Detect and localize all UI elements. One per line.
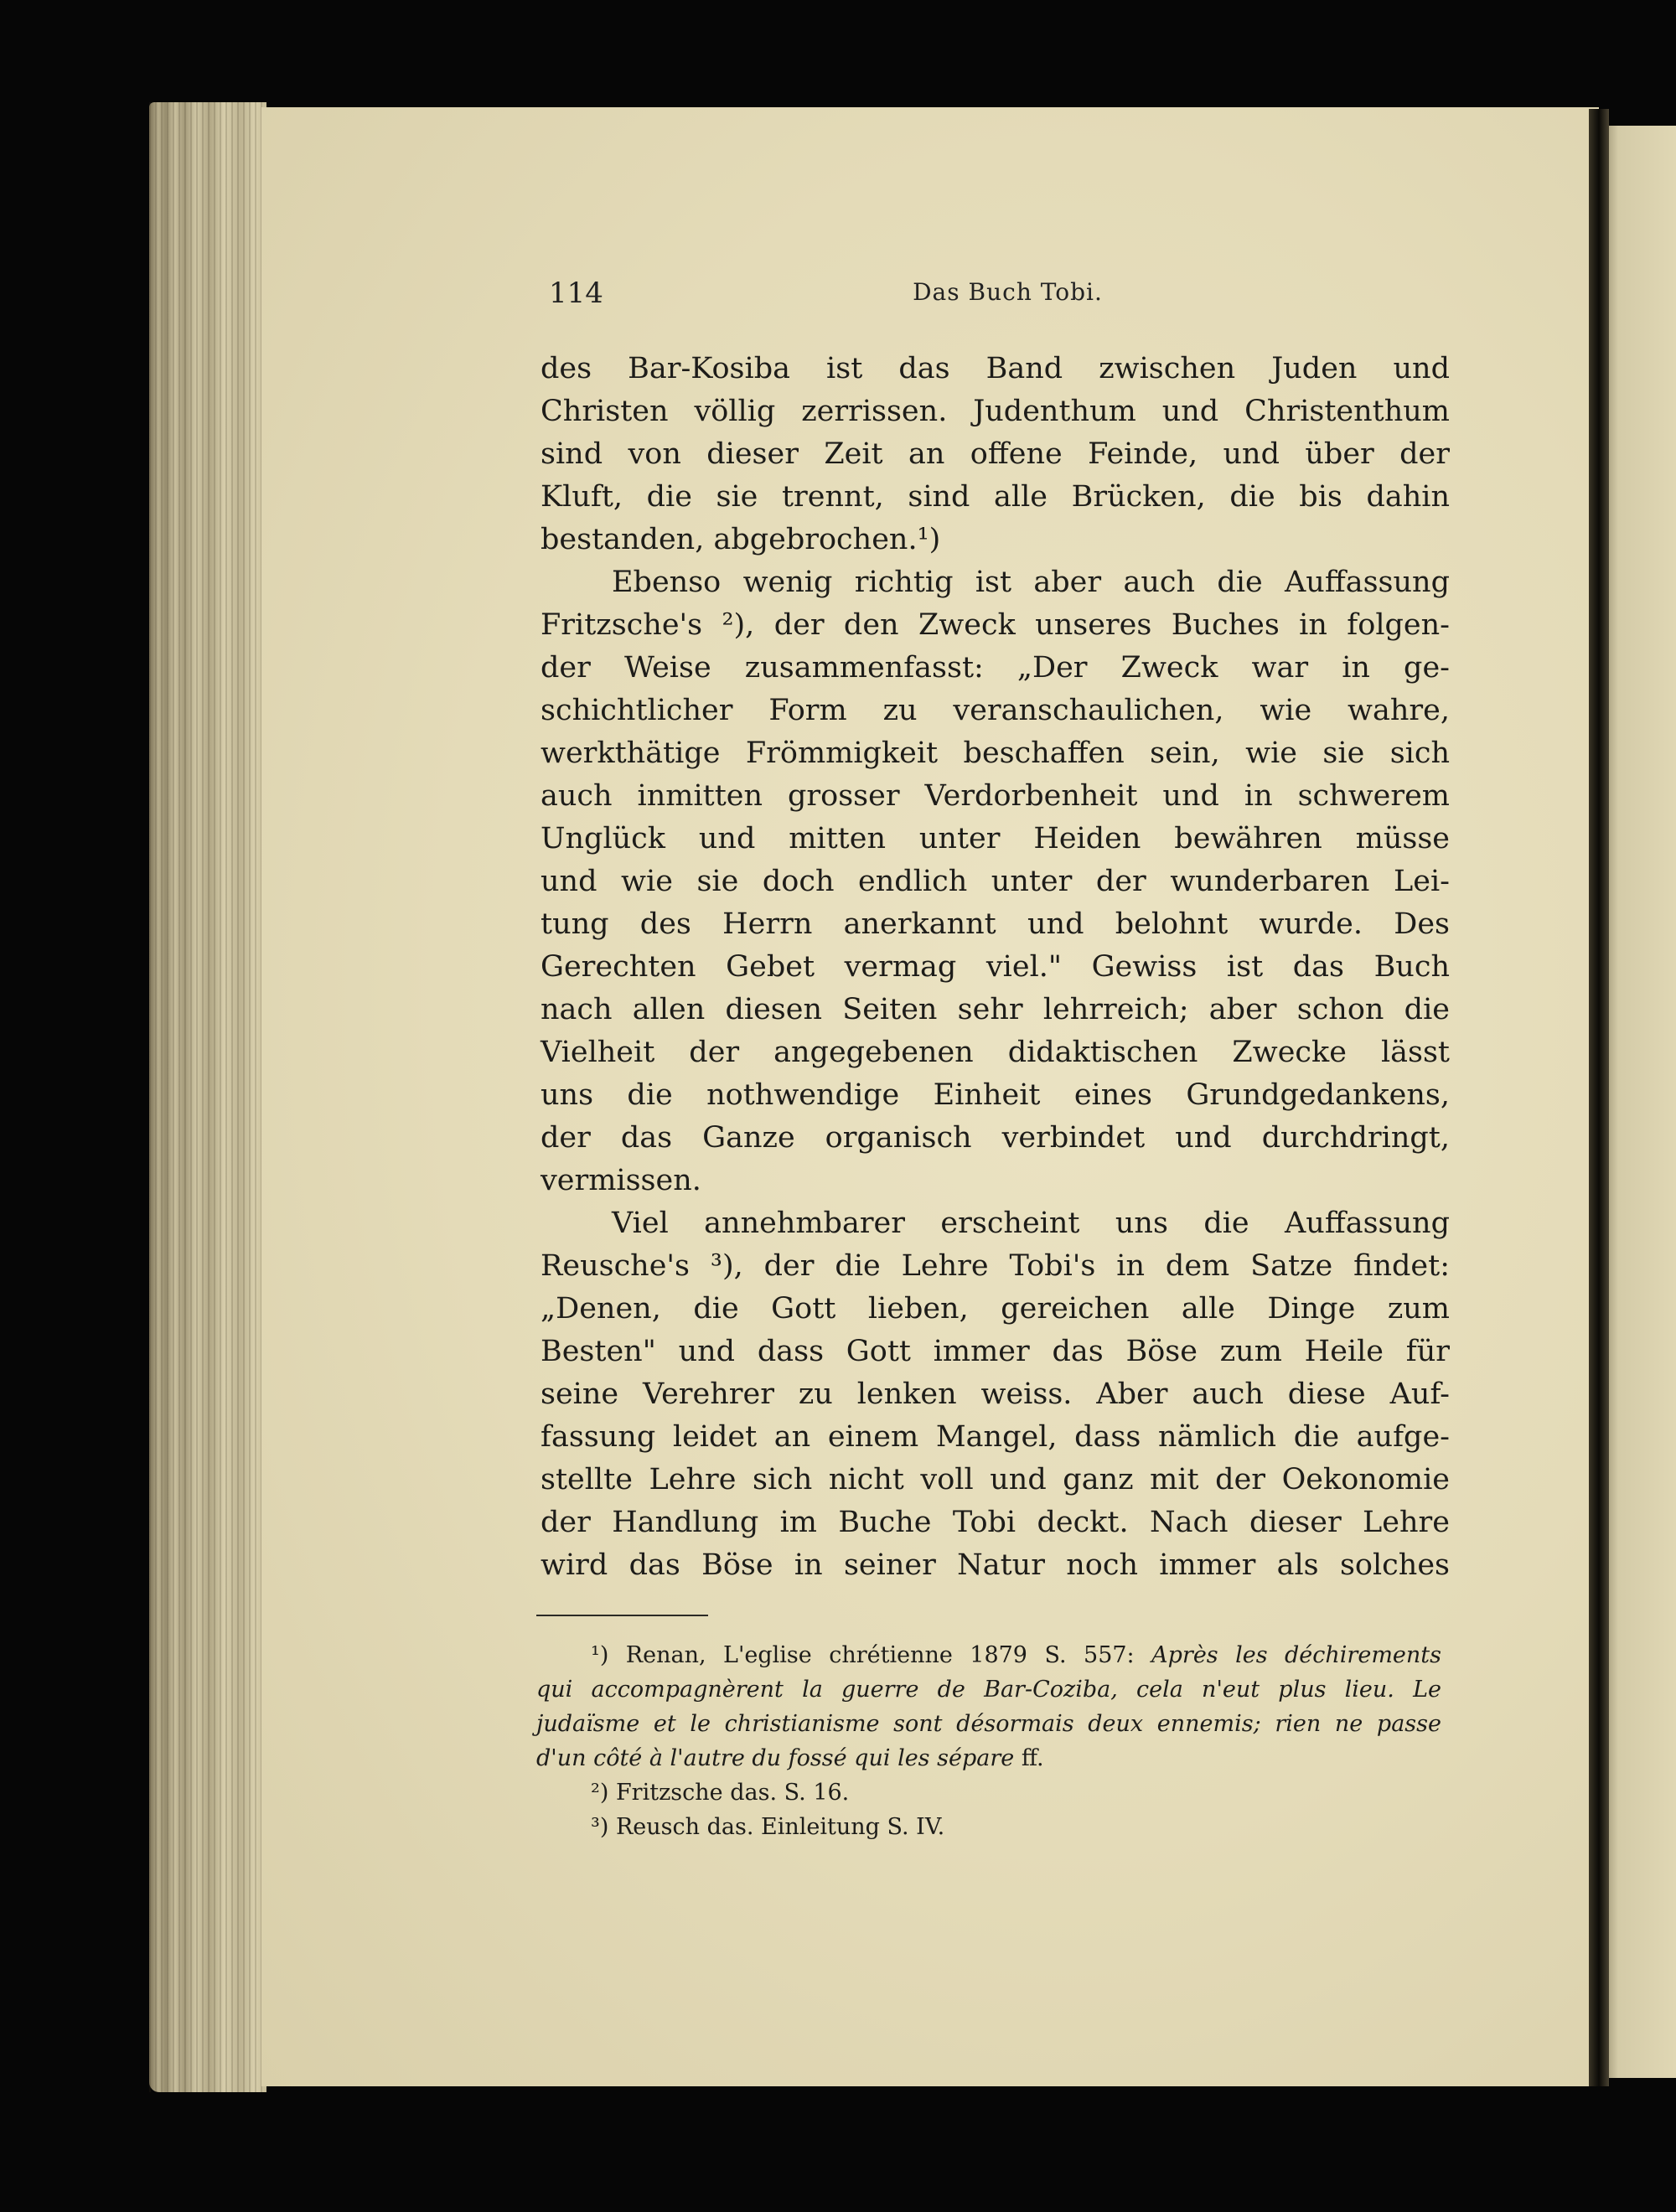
running-head (549, 276, 1466, 318)
footnote-1-line: judaïsme et le christianisme sont désormais deux ennemis; rien ne passe (536, 1711, 1441, 1737)
footnote-1 (536, 1638, 1441, 1672)
text-line: nach allen diesen Seiten sehr lehrreich; aber schon die (541, 993, 1450, 1026)
text-line: auch inmitten grosser Verdorbenheit und in schwerem (541, 779, 1450, 813)
text-line: uns die nothwendige Einheit eines Grundgedankens, (541, 1078, 1450, 1112)
text-line: fassung leidet an einem Mangel, dass nämlich die aufge- (541, 1420, 1450, 1454)
text-line: des Bar-Kosiba ist das Band zwischen Juden und (541, 352, 1450, 385)
text-line: bestanden, abgebrochen.¹) (541, 523, 941, 556)
text-line: der das Ganze organisch verbindet und durchdringt, (541, 1121, 1450, 1155)
text-line: seine Verehrer zu lenken weiss. Aber auch diese Auf- (541, 1377, 1450, 1411)
page-number: 114 (549, 276, 603, 310)
text-line: tung des Herrn anerkannt und belohnt wurde. Des (541, 907, 1450, 941)
text-line: Gerechten Gebet vermag viel." Gewiss ist das Buch (541, 950, 1450, 984)
text-line: Fritzsche's ²), der den Zweck unseres Buches in folgen- (541, 608, 1450, 642)
text-line: Unglück und mitten unter Heiden bewähren müsse (541, 822, 1450, 855)
text-line: Vielheit der angegebenen didaktischen Zwecke lässt (541, 1036, 1450, 1069)
text-line: Christen völlig zerrissen. Judenthum und Christenthum (541, 395, 1450, 428)
footnotes (536, 1638, 1441, 1844)
text-line: „Denen, die Gott lieben, gereichen alle Dinge zum (541, 1292, 1450, 1326)
book-gutter (1589, 109, 1609, 2086)
text-line: vermissen. (541, 1164, 701, 1197)
footnote-3: ³) Reusch das. Einleitung S. IV. (591, 1814, 945, 1840)
footnote-2: ²) Fritzsche das. S. 16. (591, 1780, 850, 1806)
text-line: Ebenso wenig richtig ist aber auch die Auffassung (612, 566, 1450, 599)
page-edges (149, 102, 266, 2092)
footnote-1-line (536, 1741, 1441, 1775)
footnote-1-text: ¹) Renan, L'eglise chrétienne 1879 S. 557: (591, 1642, 1135, 1668)
text-line: werkthätige Frömmigkeit beschaffen sein, wie sie sich (541, 736, 1450, 770)
footnote-1-quote: Après les déchirements (1151, 1642, 1441, 1668)
text-line: stellte Lehre sich nicht voll und ganz mit der Oekonomie (541, 1463, 1450, 1496)
text-line: Kluft, die sie trennt, sind alle Brücken, die bis dahin (541, 480, 1450, 514)
footnote-1-quote-end: d'un côté à l'autre du fossé qui les sépare (536, 1745, 1015, 1771)
footnote-rule (536, 1615, 708, 1616)
body-text (541, 348, 1450, 1587)
text-line: Besten" und dass Gott immer das Böse zum Heile für (541, 1335, 1450, 1368)
text-line: Viel annehmbarer erscheint uns die Auffassung (612, 1207, 1450, 1240)
text-line: Reusche's ³), der die Lehre Tobi's in dem Satze findet: (541, 1249, 1450, 1283)
footnote-1-line: qui accompagnèrent la guerre de Bar-Coziba, cela n'eut plus lieu. Le (536, 1677, 1441, 1703)
text-line: der Handlung im Buche Tobi deckt. Nach dieser Lehre (541, 1506, 1450, 1539)
running-title: Das Buch Tobi. (913, 278, 1103, 306)
text-line: schichtlicher Form zu veranschaulichen, wie wahre, (541, 694, 1450, 727)
text-line: der Weise zusammenfasst: „Der Zweck war in ge- (541, 651, 1450, 685)
text-line: und wie sie doch endlich unter der wunderbaren Lei- (541, 865, 1450, 898)
footnote-1-ff: ff. (1021, 1745, 1044, 1771)
text-line: wird das Böse in seiner Natur noch immer als solches (541, 1548, 1450, 1582)
text-line: sind von dieser Zeit an offene Feinde, und über der (541, 437, 1450, 471)
facing-page-edge (1599, 126, 1676, 2078)
